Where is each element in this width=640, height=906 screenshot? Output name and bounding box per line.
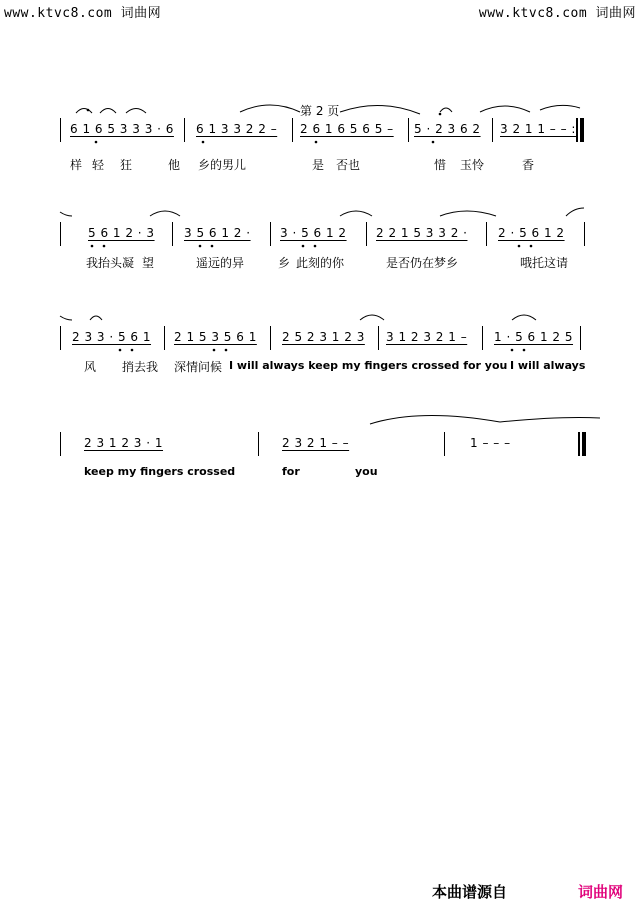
lyric: 惜 bbox=[434, 158, 447, 172]
slur bbox=[566, 208, 584, 216]
page-label: 第 2 页 bbox=[300, 104, 340, 118]
measure: 3 · 5 6 1 2 bbox=[280, 226, 347, 240]
barline bbox=[444, 432, 445, 456]
final-barline-thick bbox=[582, 432, 586, 456]
slur bbox=[360, 315, 384, 320]
slur bbox=[512, 315, 536, 320]
barline bbox=[366, 222, 367, 246]
final-barline-thin bbox=[578, 432, 580, 456]
measure: 5 · 2 3 6 2 bbox=[414, 122, 481, 136]
lyric: 风 bbox=[84, 360, 97, 374]
lyric: 我抬头凝 bbox=[86, 256, 135, 270]
repeat-barline-thick bbox=[580, 118, 584, 142]
barline bbox=[270, 222, 271, 246]
barline bbox=[60, 326, 61, 350]
barline bbox=[486, 222, 487, 246]
barline bbox=[270, 326, 271, 350]
lyric-english: I will always keep my fingers crossed for you bbox=[229, 359, 508, 372]
barline bbox=[584, 222, 585, 246]
lyric: 是 bbox=[312, 158, 325, 172]
slur bbox=[370, 415, 500, 424]
measure: 1 · 5 6 1 2 5 bbox=[494, 330, 574, 344]
measure: 2 3 1 2 3 · 1 bbox=[84, 436, 164, 450]
measure: 2 2 1 5 3 3 2 · bbox=[376, 226, 468, 240]
lyric: 乡的男儿 bbox=[198, 158, 247, 172]
barline bbox=[184, 118, 185, 142]
staff-row-1 bbox=[60, 118, 586, 144]
lyric: 此刻的你 bbox=[296, 256, 345, 270]
lyric-english: you bbox=[355, 465, 378, 478]
slur bbox=[60, 316, 72, 320]
site-logo[interactable]: 词曲网 bbox=[578, 883, 624, 901]
measure: 2 3 2 1 – – bbox=[282, 436, 350, 450]
staff-row-4 bbox=[60, 432, 586, 458]
slur bbox=[480, 106, 530, 112]
slur bbox=[440, 211, 496, 216]
lyric: 望 bbox=[142, 256, 155, 270]
measure: 2 1 5 3 5 6 1 bbox=[174, 330, 257, 344]
barline bbox=[292, 118, 293, 142]
lyric: 遥远的异 bbox=[196, 256, 245, 270]
measure: 5 6 1 2 · 3 bbox=[88, 226, 155, 240]
barline bbox=[60, 432, 61, 456]
measure: 2 5 2 3 1 2 3 bbox=[282, 330, 365, 344]
slur bbox=[76, 109, 92, 114]
staff-row-3 bbox=[60, 326, 586, 352]
barline bbox=[408, 118, 409, 142]
lyric: 捎去我 bbox=[122, 360, 159, 374]
header-site-right[interactable]: www.ktvc8.com 词曲网 bbox=[478, 6, 636, 21]
lyric: 是否仍在梦乡 bbox=[386, 256, 459, 270]
slur bbox=[540, 105, 580, 110]
barline bbox=[482, 326, 483, 350]
lyric: 轻 bbox=[92, 158, 105, 172]
measure: 6 1 3 3 2 2 – bbox=[196, 122, 278, 136]
barline bbox=[164, 326, 165, 350]
barline bbox=[580, 326, 581, 350]
source-label: 本曲谱源自 bbox=[432, 883, 508, 901]
slur bbox=[60, 212, 72, 216]
header-site-left[interactable]: www.ktvc8.com 词曲网 bbox=[4, 6, 162, 21]
barline bbox=[258, 432, 259, 456]
lyric: 香 bbox=[522, 158, 535, 172]
repeat-barline bbox=[576, 118, 578, 142]
lyric: 乡 bbox=[278, 256, 291, 270]
measure: 1 – – – bbox=[470, 436, 511, 450]
lyric: 玉怜 bbox=[460, 158, 485, 172]
slur bbox=[340, 105, 420, 114]
lyric: 深情问候 bbox=[174, 360, 223, 374]
lyric: 否也 bbox=[336, 158, 361, 172]
measure: 3 5 6 1 2 · bbox=[184, 226, 251, 240]
lyric: 哦托这请 bbox=[520, 256, 569, 270]
measure: 2 · 5 6 1 2 bbox=[498, 226, 565, 240]
slur bbox=[100, 109, 116, 114]
lyric: 狂 bbox=[120, 158, 133, 172]
lyric: 样 bbox=[70, 158, 83, 172]
staff-row-2 bbox=[60, 222, 586, 248]
measure: 2 3 3 · 5 6 1 bbox=[72, 330, 152, 344]
octave-dot bbox=[439, 113, 442, 116]
barline bbox=[378, 326, 379, 350]
lyric-english: for bbox=[282, 465, 300, 478]
slur bbox=[90, 316, 102, 320]
slur bbox=[440, 108, 452, 112]
octave-dot bbox=[87, 109, 90, 112]
lyric: 他 bbox=[168, 158, 181, 172]
barline bbox=[492, 118, 493, 142]
slur bbox=[500, 418, 600, 423]
measure: 3 2 1 1 – – : bbox=[500, 122, 576, 136]
barline bbox=[60, 118, 61, 142]
measure: 3 1 2 3 2 1 – bbox=[386, 330, 468, 344]
slur bbox=[240, 105, 300, 112]
barline bbox=[60, 222, 61, 246]
measure: 6 1 6 5 3 3 3 · 6 bbox=[70, 122, 174, 136]
lyric-english: I will always bbox=[510, 359, 586, 372]
measure: 2 6 1 6 5 6 5 – bbox=[300, 122, 394, 136]
barline bbox=[172, 222, 173, 246]
slur bbox=[126, 109, 146, 114]
lyric-english: keep my fingers crossed bbox=[84, 465, 236, 478]
slur bbox=[340, 211, 372, 216]
slur bbox=[150, 211, 180, 216]
